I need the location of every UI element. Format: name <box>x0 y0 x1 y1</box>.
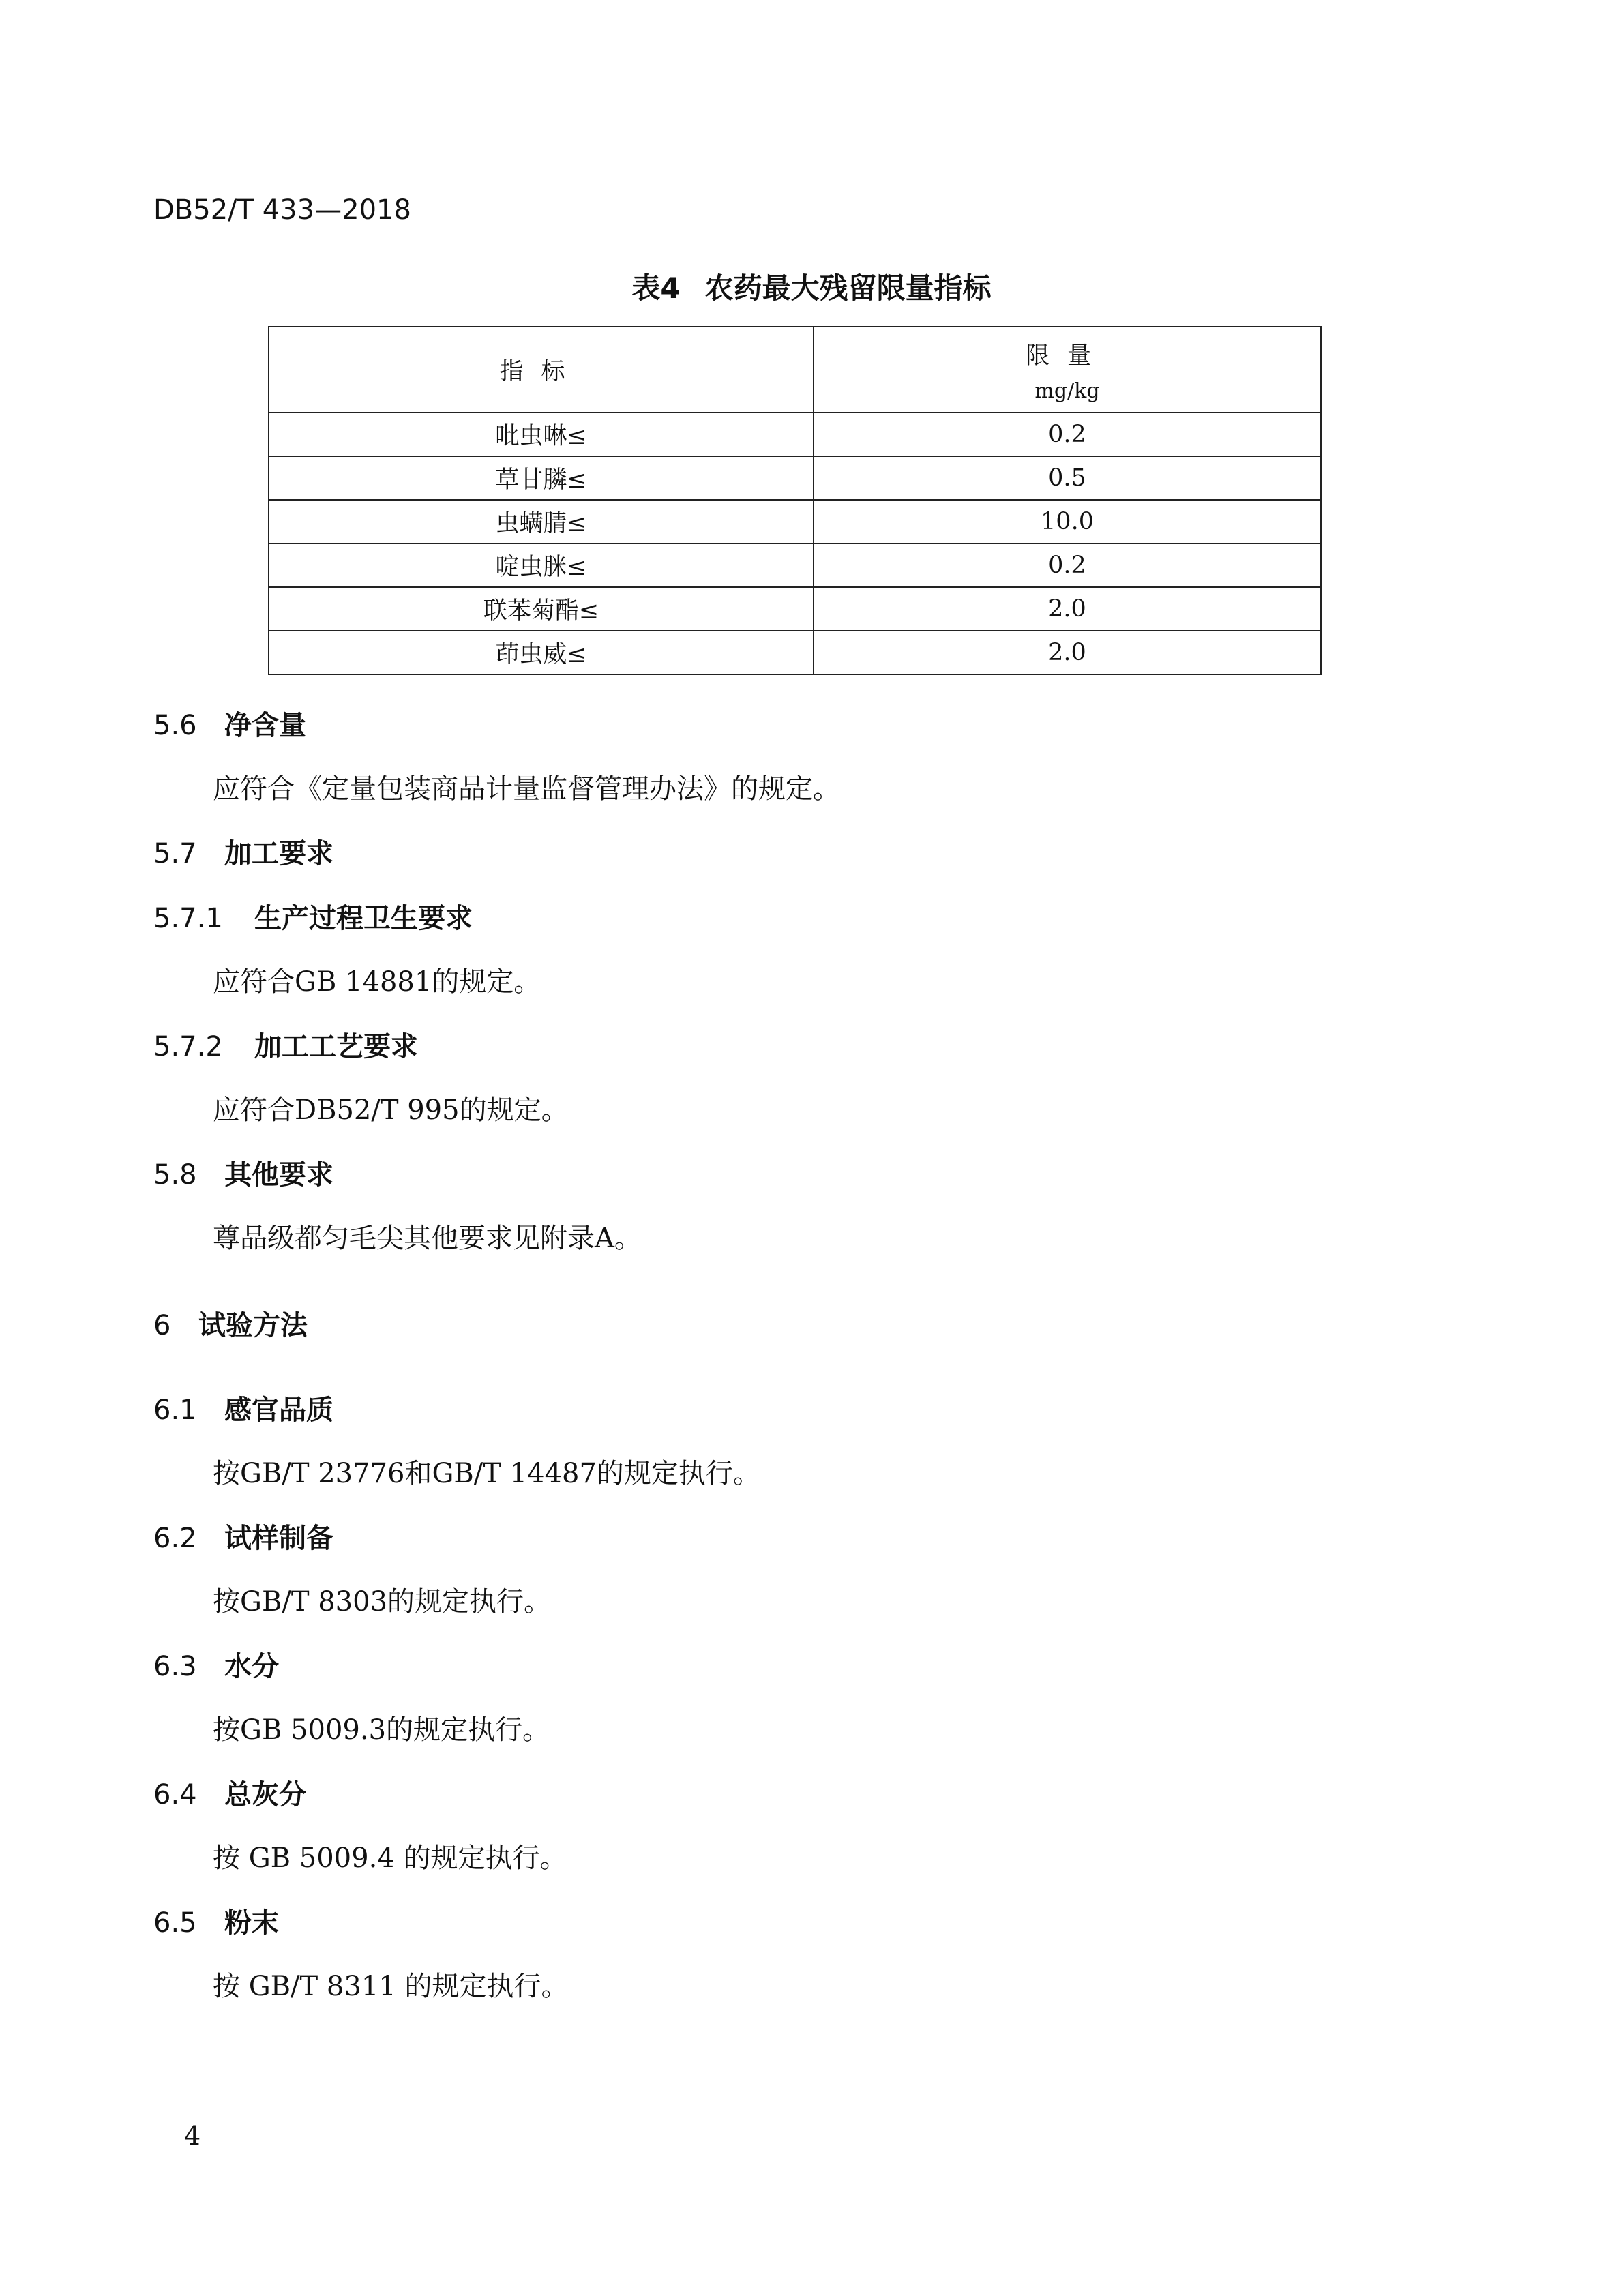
row-value: 0.2 <box>814 543 1321 587</box>
section-text-6-2: 按GB/T 8303的规定执行。 <box>213 1586 552 1617</box>
section-heading-6-4: 6.4 总灰分 <box>153 1779 306 1810</box>
row-name: 虫螨腈≤ <box>269 500 814 543</box>
section-heading-5-7-2: 5.7.2 加工工艺要求 <box>153 1031 418 1062</box>
pesticide-limits-table <box>268 326 1322 675</box>
table-caption-number: 表4 <box>631 271 681 305</box>
section-heading-5-8: 5.8 其他要求 <box>153 1159 333 1191</box>
row-name: 吡虫啉≤ <box>269 413 814 456</box>
section-text-5-8: 尊品级都匀毛尖其他要求见附录A。 <box>213 1223 642 1254</box>
row-value: 10.0 <box>814 500 1321 543</box>
header-indicator: 指标 <box>269 327 814 413</box>
section-text-6-3: 按GB 5009.3的规定执行。 <box>213 1714 550 1746</box>
row-name: 啶虫脒≤ <box>269 543 814 587</box>
section-heading-6-2: 6.2 试样制备 <box>153 1523 333 1554</box>
section-text-5-7-1: 应符合GB 14881的规定。 <box>213 966 541 998</box>
section-text-6-5: 按 GB/T 8311 的规定执行。 <box>213 1971 569 2002</box>
table-row <box>269 543 1321 587</box>
section-text-5-6: 应符合《定量包装商品计量监督管理办法》的规定。 <box>213 773 840 805</box>
section-heading-6: 6 试验方法 <box>153 1310 308 1341</box>
row-name: 草甘膦≤ <box>269 456 814 500</box>
table-row <box>269 587 1321 631</box>
document-code: DB52/T 433—2018 <box>153 194 411 226</box>
header-limit-unit: mg/kg <box>1034 378 1100 403</box>
section-heading-5-6: 5.6 净含量 <box>153 710 306 741</box>
section-heading-5-7-1: 5.7.1 生产过程卫生要求 <box>153 903 473 934</box>
row-value: 0.5 <box>814 456 1321 500</box>
row-name: 联苯菊酯≤ <box>269 587 814 631</box>
section-heading-6-5: 6.5 粉末 <box>153 1907 279 1939</box>
row-name: 茚虫威≤ <box>269 631 814 674</box>
header-limit-label: 限量 <box>1025 342 1109 370</box>
section-text-6-1: 按GB/T 23776和GB/T 14487的规定执行。 <box>213 1458 760 1489</box>
section-text-6-4: 按 GB 5009.4 的规定执行。 <box>213 1843 567 1874</box>
table-row <box>269 631 1321 674</box>
header-limit <box>814 327 1321 413</box>
section-text-5-7-2: 应符合DB52/T 995的规定。 <box>213 1094 569 1126</box>
section-heading-6-1: 6.1 感官品质 <box>153 1395 333 1426</box>
table-caption-title: 农药最大残留限量指标 <box>704 271 992 305</box>
table-header-row <box>269 327 1321 413</box>
section-heading-5-7: 5.7 加工要求 <box>153 838 333 869</box>
row-value: 0.2 <box>814 413 1321 456</box>
table-row <box>269 456 1321 500</box>
table-caption <box>0 266 1623 307</box>
section-heading-6-3: 6.3 水分 <box>153 1651 279 1682</box>
page-number: 4 <box>184 2121 201 2151</box>
row-value: 2.0 <box>814 587 1321 631</box>
table-row <box>269 413 1321 456</box>
row-value: 2.0 <box>814 631 1321 674</box>
table-row <box>269 500 1321 543</box>
